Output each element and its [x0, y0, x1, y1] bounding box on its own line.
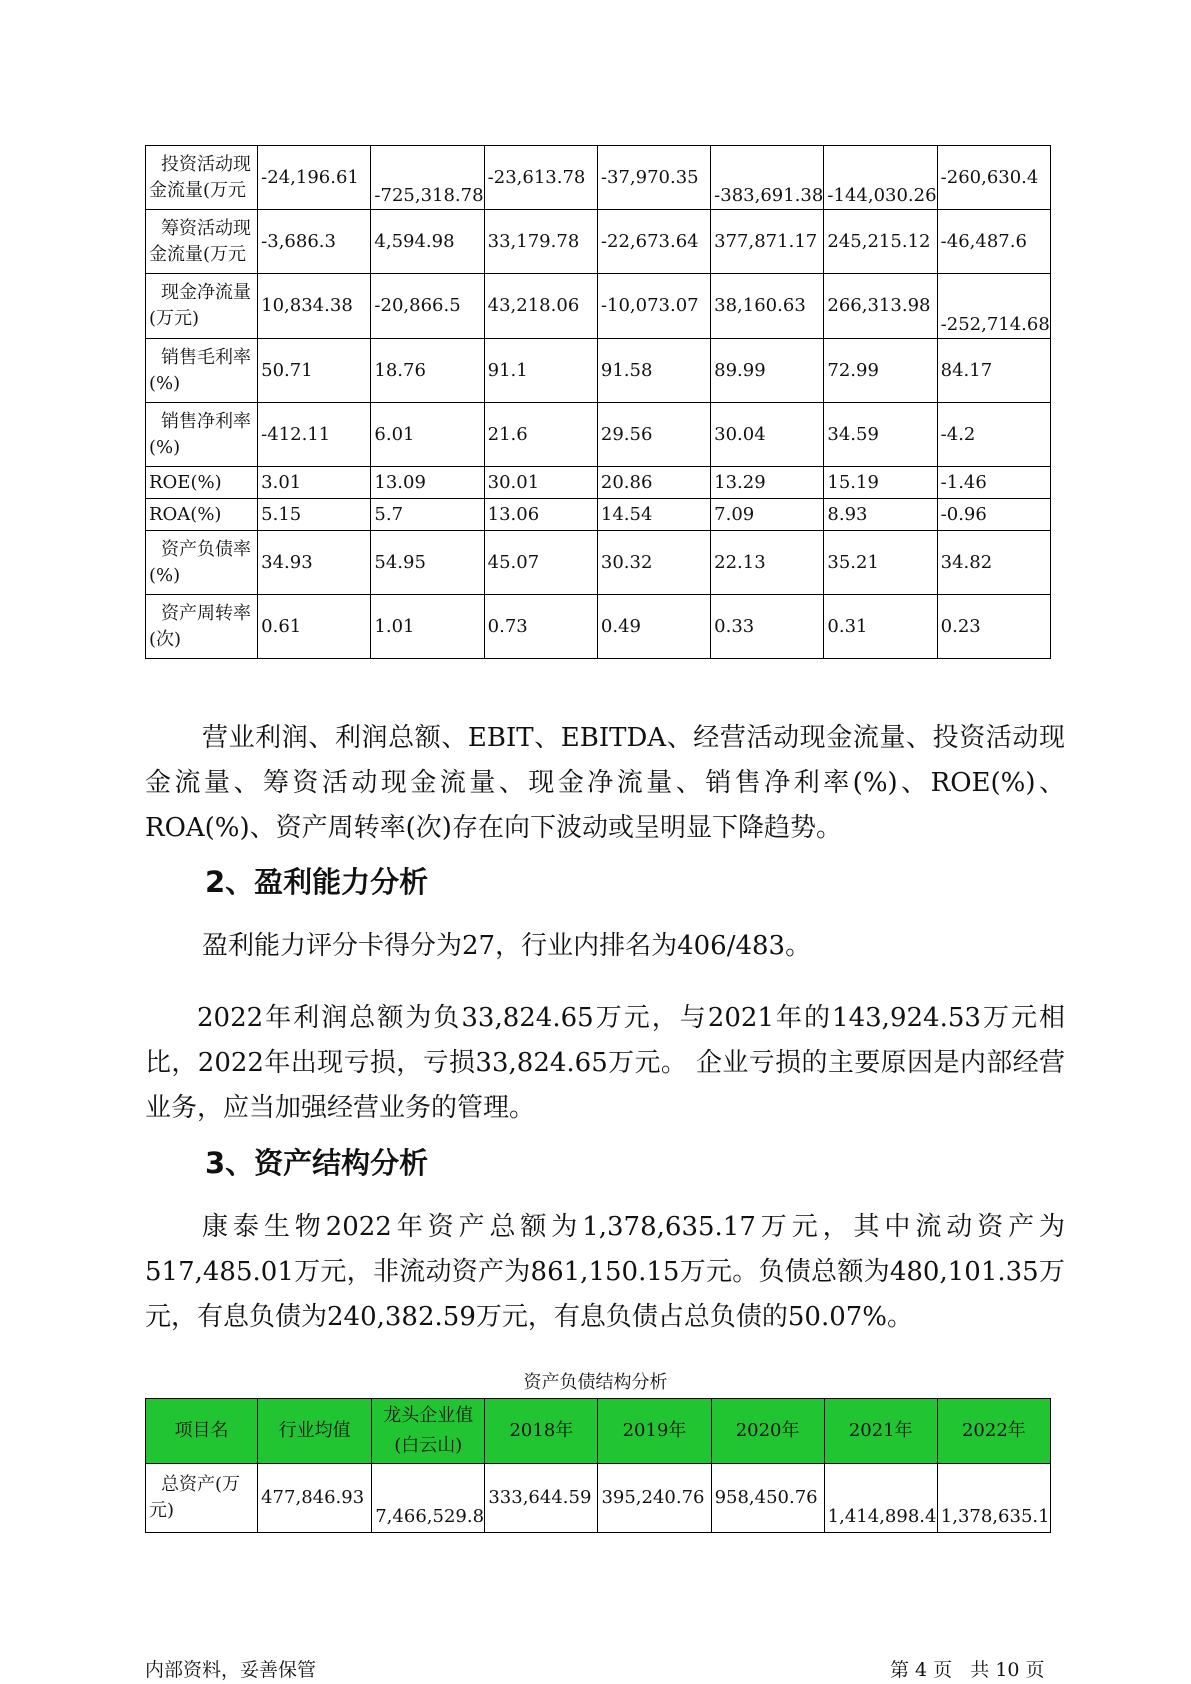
table-cell: 245,215.12: [824, 210, 937, 274]
row-label: 资产负债率 (%): [146, 531, 258, 595]
table-cell: 33,179.78: [484, 210, 597, 274]
table-cell: 72.99: [824, 339, 937, 403]
table-cell: 50.71: [258, 339, 371, 403]
table-cell: 30.32: [597, 531, 710, 595]
table-cell: 13.06: [484, 499, 597, 531]
table-cell: 43,218.06: [484, 274, 597, 339]
row-label: 筹资活动现 金流量(万元: [146, 210, 258, 274]
trend-paragraph: 营业利润、利润总额、EBIT、EBITDA、经营活动现金流量、投资活动现金流量、筹资活动现金流量、现金净流量、销售净利率(%)、ROE(%)、ROA(%)、资产周转率(次)存在向下波动或呈明显下降趋势。: [145, 723, 1065, 843]
table-cell: 20.86: [597, 467, 710, 499]
table-cell: 54.95: [371, 531, 484, 595]
table-row: [146, 467, 1051, 499]
table-cell: 91.1: [484, 339, 597, 403]
table-cell: -24,196.61: [258, 146, 371, 210]
footer-confidential-note: 内部资料，妥善保管: [145, 1659, 317, 1681]
table-cell: -37,970.35: [597, 146, 710, 210]
table-cell: -3,686.3: [258, 210, 371, 274]
table-cell: 15.19: [824, 467, 937, 499]
header-2021: 2021年: [824, 1399, 937, 1464]
table-cell: 30.01: [484, 467, 597, 499]
table-row: [146, 274, 1051, 339]
table-cell: 7,466,529.8: [372, 1464, 485, 1533]
table-cell: 0.73: [484, 595, 597, 659]
table-cell: 10,834.38: [258, 274, 371, 339]
table-cell: -252,714.68: [937, 274, 1050, 339]
header-2018: 2018年: [485, 1399, 598, 1464]
table-cell: -0.96: [937, 499, 1050, 531]
table-cell: 0.31: [824, 595, 937, 659]
table-row: [146, 146, 1051, 210]
table-cell: 29.56: [597, 403, 710, 467]
table-cell: -22,673.64: [597, 210, 710, 274]
table-cell: 35.21: [824, 531, 937, 595]
table-cell: 89.99: [711, 339, 824, 403]
header-2022: 2022年: [937, 1399, 1050, 1464]
table-cell: 958,450.76: [711, 1464, 824, 1533]
table-cell: 395,240.76: [598, 1464, 711, 1533]
table-cell: -412.11: [258, 403, 371, 467]
table-cell: -10,073.07: [597, 274, 710, 339]
table-cell: 38,160.63: [711, 274, 824, 339]
row-label: 销售净利率 (%): [146, 403, 258, 467]
table-cell: 21.6: [484, 403, 597, 467]
table-cell: 1.01: [371, 595, 484, 659]
table-cell: 13.09: [371, 467, 484, 499]
table-cell: 0.49: [597, 595, 710, 659]
table-cell: 0.33: [711, 595, 824, 659]
header-industry-avg: 行业均值: [258, 1399, 372, 1464]
table-cell: 14.54: [597, 499, 710, 531]
table-cell: 13.29: [711, 467, 824, 499]
row-label: 总资产(万 元): [146, 1464, 258, 1533]
table-cell: 22.13: [711, 531, 824, 595]
footer-page-number: 第 4 页 共 10 页: [890, 1659, 1045, 1681]
table-header-row: [146, 1399, 1051, 1464]
profitability-score-paragraph: 盈利能力评分卡得分为27，行业内排名为406/483。: [202, 931, 812, 961]
table-row: [146, 403, 1051, 467]
header-leader-value: 龙头企业值 (白云山): [372, 1399, 485, 1464]
profit-loss-paragraph: 2022年利润总额为负33,824.65万元，与2021年的143,924.53万元相比，2022年出现亏损，亏损33,824.65万元。 企业亏损的主要原因是内部经营业务，应当加强经营业务的管理。: [145, 1003, 1065, 1123]
row-label: 投资活动现 金流量(万元: [146, 146, 258, 210]
table-cell: 0.61: [258, 595, 371, 659]
table-cell: -383,691.38: [711, 146, 824, 210]
section-heading-asset-structure: 3、资产结构分析: [205, 1146, 429, 1180]
table-cell: 1,378,635.1: [937, 1464, 1050, 1533]
table-cell: 3.01: [258, 467, 371, 499]
asset-liability-structure-table: [145, 1398, 1051, 1533]
table-cell: 1,414,898.4: [824, 1464, 937, 1533]
table-cell: 0.23: [937, 595, 1050, 659]
table-cell: -144,030.26: [824, 146, 937, 210]
table-cell: -4.2: [937, 403, 1050, 467]
asset-structure-paragraph: 康泰生物2022年资产总额为1,378,635.17万元，其中流动资产为517,485.01万元，非流动资产为861,150.15万元。负债总额为480,101.35万元，有息负债为240,382.59万元，有息负债占总负债的50.07%。: [145, 1212, 1065, 1332]
table-cell: 4,594.98: [371, 210, 484, 274]
table-cell: 91.58: [597, 339, 710, 403]
table-row: [146, 210, 1051, 274]
table-row: [146, 595, 1051, 659]
table-cell: 34.93: [258, 531, 371, 595]
table-cell: 18.76: [371, 339, 484, 403]
table-cell: 84.17: [937, 339, 1050, 403]
table-cell: 34.59: [824, 403, 937, 467]
table-cell: 34.82: [937, 531, 1050, 595]
table-row: [146, 499, 1051, 531]
table-cell: 8.93: [824, 499, 937, 531]
table-row: [146, 339, 1051, 403]
table-cell: -725,318.78: [371, 146, 484, 210]
header-2019: 2019年: [598, 1399, 711, 1464]
table-cell: 7.09: [711, 499, 824, 531]
table-cell: -20,866.5: [371, 274, 484, 339]
table-cell: -23,613.78: [484, 146, 597, 210]
financial-indicators-table: [145, 145, 1051, 659]
table-caption: 资产负债结构分析: [523, 1372, 668, 1393]
table-cell: 477,846.93: [258, 1464, 372, 1533]
row-label: 现金净流量 (万元): [146, 274, 258, 339]
table-cell: -46,487.6: [937, 210, 1050, 274]
row-label: 销售毛利率 (%): [146, 339, 258, 403]
table-cell: 30.04: [711, 403, 824, 467]
table-cell: 6.01: [371, 403, 484, 467]
table-cell: 266,313.98: [824, 274, 937, 339]
row-label: ROE(%): [146, 467, 258, 499]
section-heading-profitability: 2、盈利能力分析: [205, 865, 429, 899]
table-cell: 5.7: [371, 499, 484, 531]
table-cell: 45.07: [484, 531, 597, 595]
table-row: [146, 531, 1051, 595]
row-label: ROA(%): [146, 499, 258, 531]
header-2020: 2020年: [711, 1399, 824, 1464]
table-cell: 333,644.59: [485, 1464, 598, 1533]
table-cell: -260,630.4: [937, 146, 1050, 210]
table-row: [146, 1464, 1051, 1533]
row-label: 资产周转率 (次): [146, 595, 258, 659]
table-cell: 377,871.17: [711, 210, 824, 274]
header-item-name: 项目名: [146, 1399, 258, 1464]
table-cell: -1.46: [937, 467, 1050, 499]
table-cell: 5.15: [258, 499, 371, 531]
